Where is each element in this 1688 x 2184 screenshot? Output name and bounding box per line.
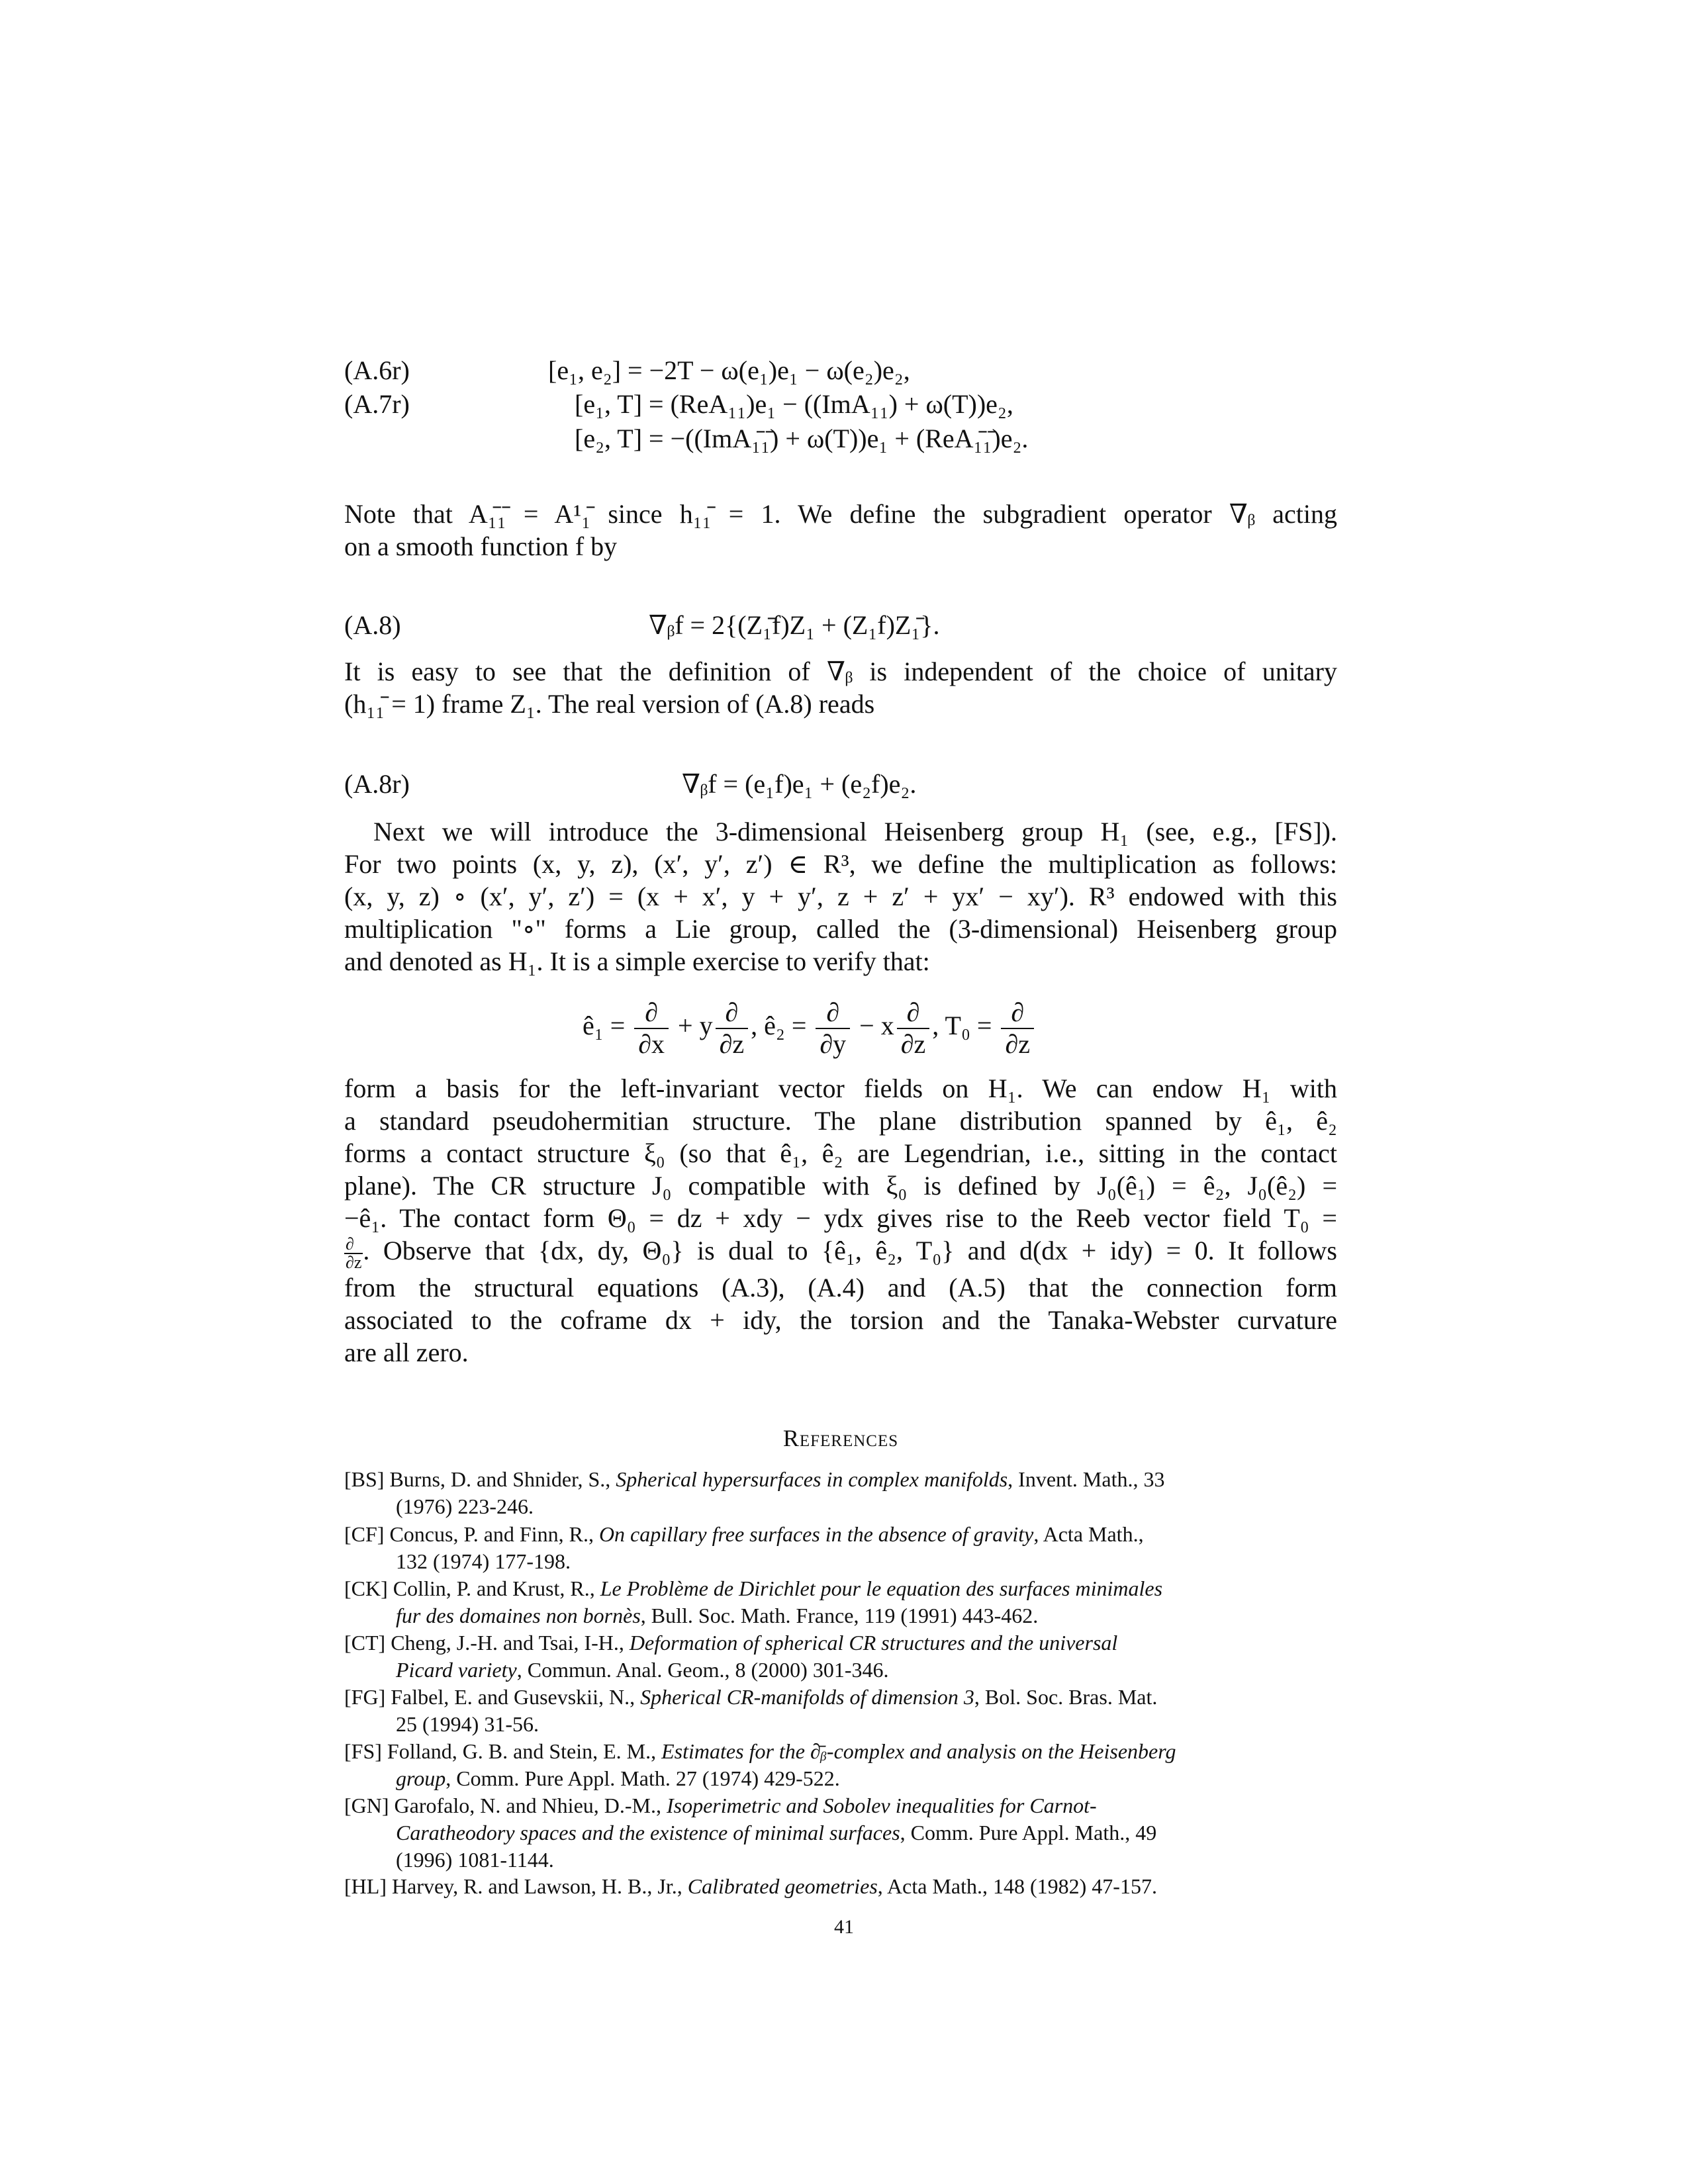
reference-title: fur des domaines non bornès <box>396 1604 641 1627</box>
fraction <box>897 997 930 1060</box>
text-line <box>344 1234 1337 1271</box>
reference-key: [CK] <box>344 1576 388 1600</box>
reference-line <box>344 1521 1331 1548</box>
reference-title: group <box>396 1766 446 1790</box>
equation-label: (A.8) <box>344 610 401 640</box>
equation-term: , T₀ = <box>932 1011 992 1040</box>
reference-line <box>344 1765 1331 1792</box>
text-line: are all zero. <box>344 1337 469 1367</box>
equation-basis <box>583 993 1178 1060</box>
reference-key: [FG] <box>344 1685 386 1709</box>
fraction <box>816 997 850 1060</box>
text-line: associated to the coframe dx + idy, the torsion and the Tanaka-Webster curvature <box>344 1304 1337 1335</box>
fraction-denominator: ∂y <box>820 1028 847 1059</box>
reference-title: Deformation of spherical CR structures and the universal <box>629 1631 1118 1655</box>
reference-ct <box>344 1629 1331 1684</box>
fraction-denominator: ∂z <box>346 1252 362 1272</box>
text-line: multiplication "∘" forms a Lie group, called the (3-dimensional) Heisenberg group <box>344 914 1337 944</box>
fraction-numerator: ∂ <box>716 997 749 1029</box>
fraction-numerator: ∂ <box>816 997 850 1029</box>
reference-line <box>344 1873 1331 1900</box>
text-segment: . Observe that {dx, dy, Θ₀} is dual to {ê₁, ê₂, T₀} and d(dx + idy) = 0. It follows <box>363 1236 1337 1265</box>
reference-line: 132 (1974) 177-198. <box>396 1549 571 1573</box>
reference-line: (1976) 223-246. <box>396 1494 534 1518</box>
text-line: on a smooth function f by <box>344 531 618 561</box>
reference-key: [CT] <box>344 1631 386 1655</box>
reference-line <box>344 1684 1331 1711</box>
reference-authors: Harvey, R. and Lawson, H. B., Jr., <box>391 1874 688 1898</box>
reference-source: , Invent. Math., 33 <box>1008 1467 1165 1491</box>
text-line: and denoted as H₁. It is a simple exercise to verify that: <box>344 946 930 976</box>
equation-label: (A.7r) <box>344 389 410 419</box>
equation-term: − x <box>859 1011 894 1040</box>
text-line: form a basis for the left-invariant vector fields on H₁. We can endow H₁ with <box>344 1073 1337 1103</box>
reference-fg <box>344 1684 1331 1738</box>
text-line: −ê₁. The contact form Θ₀ = dz + xdy − ydx gives rise to the Reeb vector field T₀ = <box>344 1203 1337 1233</box>
reference-source: , Acta Math., <box>1033 1522 1144 1546</box>
reference-source: , Commun. Anal. Geom., 8 (2000) 301-346. <box>516 1658 889 1682</box>
text-line: Note that A₁̄₁̄ = A¹₁̄ since h₁₁̄ = 1. We define the subgradient operator ∇ᵦ acting <box>344 499 1337 529</box>
reference-title: Le Problème de Dirichlet pour le equation des surfaces minimales <box>600 1576 1163 1600</box>
reference-authors: Folland, G. B. and Stein, E. M., <box>387 1739 662 1763</box>
reference-key: [FS] <box>344 1739 382 1763</box>
fraction-denominator: ∂z <box>719 1028 745 1059</box>
fraction-numerator: ∂ <box>344 1236 363 1254</box>
text-line: a standard pseudohermitian structure. The plane distribution spanned by ê₁, ê₂ <box>344 1106 1337 1136</box>
reference-source: , Bol. Soc. Bras. Mat. <box>974 1685 1158 1709</box>
equation-body: [e₁, T] = (ReA₁₁)e₁ − ((ImA₁₁) + ω(T))e₂, <box>575 389 1013 419</box>
reference-line <box>344 1602 1331 1629</box>
fraction <box>1001 997 1034 1060</box>
fraction-numerator: ∂ <box>897 997 930 1029</box>
equation-body: ∇ᵦf = 2{(Z₁̄f)Z₁ + (Z₁f)Z₁̄}. <box>649 610 940 640</box>
equation-term: + y <box>678 1011 713 1040</box>
fraction <box>634 997 669 1060</box>
text-line: (h₁₁̄ = 1) frame Z₁. The real version of (A.8) reads <box>344 689 875 719</box>
fraction-denominator: ∂z <box>1005 1028 1030 1059</box>
equation-term: , ê₂ = <box>751 1011 807 1040</box>
reference-line: (1996) 1081-1144. <box>396 1848 554 1872</box>
reference-source: , Comm. Pure Appl. Math., 49 <box>900 1821 1157 1844</box>
fraction-numerator: ∂ <box>634 997 669 1029</box>
fraction <box>716 997 749 1060</box>
fraction-denominator: ∂x <box>638 1028 665 1059</box>
reference-hl <box>344 1873 1331 1900</box>
reference-key: [HL] <box>344 1874 387 1898</box>
reference-title: Caratheodory spaces and the existence of minimal surfaces <box>396 1821 900 1844</box>
fraction-denominator: ∂z <box>900 1028 926 1059</box>
reference-source: , Acta Math., 148 (1982) 47-157. <box>877 1874 1157 1898</box>
reference-line <box>344 1575 1331 1602</box>
text-line: plane). The CR structure J₀ compatible with ξ₀ is defined by J₀(ê₁) = ê₂, J₀(ê₂) = <box>344 1171 1337 1201</box>
reference-authors: Garofalo, N. and Nhieu, D.-M., <box>394 1794 667 1817</box>
reference-key: [CF] <box>344 1522 385 1546</box>
reference-line <box>344 1819 1331 1846</box>
text-line: forms a contact structure ξ₀ (so that ê₁, ê₂ are Legendrian, i.e., sitting in the contact <box>344 1138 1337 1168</box>
equation-label: (A.6r) <box>344 355 410 385</box>
reference-authors: Collin, P. and Krust, R., <box>393 1576 600 1600</box>
reference-line <box>344 1738 1331 1765</box>
reference-title: Picard variety <box>396 1658 517 1682</box>
reference-line <box>344 1657 1331 1684</box>
reference-authors: Burns, D. and Shnider, S., <box>389 1467 616 1491</box>
paragraph-independence <box>344 655 1337 720</box>
reference-bs <box>344 1466 1331 1520</box>
reference-authors: Cheng, J.-H. and Tsai, I-H., <box>391 1631 630 1655</box>
reference-key: [GN] <box>344 1794 389 1817</box>
reference-title: On capillary free surfaces in the absence of gravity <box>598 1522 1034 1546</box>
text-line: from the structural equations (A.3), (A.4) and (A.5) that the connection form <box>344 1272 1337 1302</box>
paragraph-heisenberg <box>344 815 1337 978</box>
text-line: For two points (x, y, z), (x′, y′, z′) ∈ R³, we define the multiplication as follows: <box>344 849 1337 879</box>
reference-key: [BS] <box>344 1467 385 1491</box>
reference-title: Spherical hypersurfaces in complex manifolds <box>616 1467 1008 1491</box>
references-heading: References <box>782 1425 899 1451</box>
text-line: Next we will introduce the 3-dimensional Heisenberg group H₁ (see, e.g., [FS]). <box>373 817 1337 846</box>
reference-title: Spherical CR-manifolds of dimension 3 <box>640 1685 974 1709</box>
reference-gn <box>344 1792 1331 1874</box>
reference-authors: Falbel, E. and Gusevskii, N., <box>391 1685 641 1709</box>
reference-line <box>344 1466 1331 1493</box>
inline-fraction <box>344 1236 363 1271</box>
equation-body: ∇ᵦf = (e₁f)e₁ + (e₂f)e₂. <box>682 769 917 799</box>
fraction-numerator: ∂ <box>1001 997 1034 1029</box>
paragraph-basis <box>344 1072 1337 1369</box>
reference-line <box>344 1629 1331 1657</box>
reference-line: 25 (1994) 31-56. <box>396 1712 539 1736</box>
equation-body: [e₁, e₂] = −2T − ω(e₁)e₁ − ω(e₂)e₂, <box>548 355 910 385</box>
reference-line <box>344 1792 1331 1819</box>
reference-title: Isoperimetric and Sobolev inequalities for Carnot- <box>666 1794 1097 1817</box>
reference-source: , Comm. Pure Appl. Math. 27 (1974) 429-522. <box>445 1766 840 1790</box>
text-line: (x, y, z) ∘ (x′, y′, z′) = (x + x′, y + y′, z + z′ + yx′ − xy′). R³ endowed with this <box>344 882 1337 911</box>
reference-title: Estimates for the ∂̄ᵦ-complex and analysis on the Heisenberg <box>661 1739 1176 1763</box>
reference-cf <box>344 1521 1331 1575</box>
equation-label: (A.8r) <box>344 769 410 799</box>
reference-fs <box>344 1738 1331 1792</box>
reference-title: Calibrated geometries <box>687 1874 878 1898</box>
equation-body: [e₂, T] = −((ImA₁̄₁̄) + ω(T))e₁ + (ReA₁̄₁̄)e₂. <box>575 424 1029 453</box>
paragraph-note <box>344 498 1337 563</box>
reference-authors: Concus, P. and Finn, R., <box>389 1522 599 1546</box>
text-line: It is easy to see that the definition of ∇ᵦ is independent of the choice of unitary <box>344 657 1337 686</box>
page-number: 41 <box>834 1916 854 1938</box>
reference-source: , Bull. Soc. Math. France, 119 (1991) 443-462. <box>640 1604 1039 1627</box>
equation-term: ê₁ = <box>583 1011 626 1040</box>
reference-ck <box>344 1575 1331 1629</box>
